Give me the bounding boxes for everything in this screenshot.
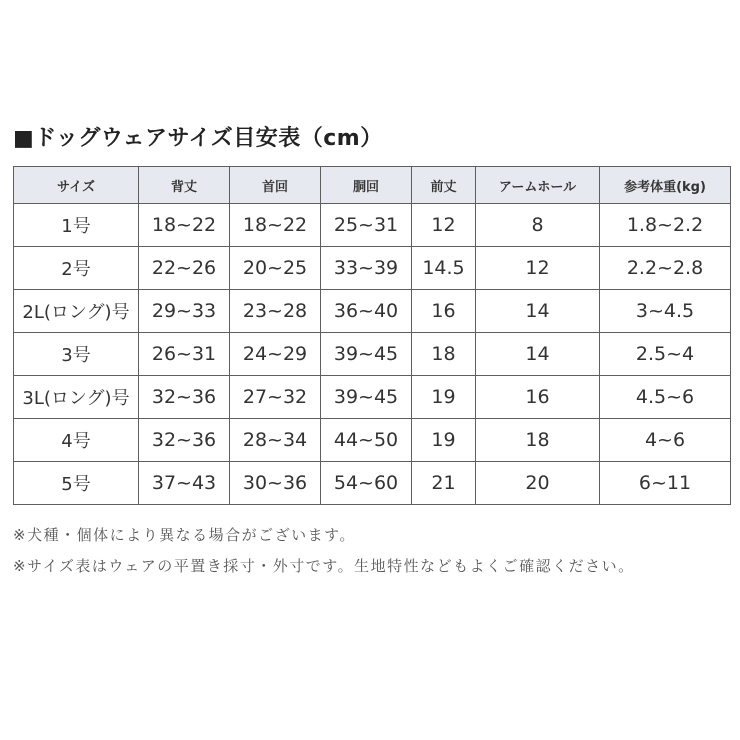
table-row	[14, 204, 731, 247]
chest-cell: 39~45	[321, 376, 412, 419]
table-row	[14, 247, 731, 290]
weight-cell: 4~6	[600, 419, 731, 462]
back-length-cell: 18~22	[139, 204, 230, 247]
chest-cell: 44~50	[321, 419, 412, 462]
page-title: ■ドッグウェアサイズ目安表（cm）	[13, 126, 383, 151]
neck-cell: 24~29	[230, 333, 321, 376]
armhole-cell: 20	[476, 462, 600, 505]
size-cell: 2L(ロング)号	[14, 290, 139, 333]
back-length-cell: 32~36	[139, 376, 230, 419]
chest-cell: 25~31	[321, 204, 412, 247]
weight-cell: 2.5~4	[600, 333, 731, 376]
weight-cell: 4.5~6	[600, 376, 731, 419]
table-row	[14, 419, 731, 462]
column-header-front-length: 前丈	[412, 167, 476, 204]
neck-cell: 30~36	[230, 462, 321, 505]
table-row	[14, 462, 731, 505]
back-length-cell: 37~43	[139, 462, 230, 505]
neck-cell: 18~22	[230, 204, 321, 247]
front-length-cell: 18	[412, 333, 476, 376]
chest-cell: 36~40	[321, 290, 412, 333]
column-header-neck: 首回	[230, 167, 321, 204]
size-cell: 4号	[14, 419, 139, 462]
neck-cell: 27~32	[230, 376, 321, 419]
armhole-cell: 12	[476, 247, 600, 290]
chest-cell: 33~39	[321, 247, 412, 290]
size-cell: 2号	[14, 247, 139, 290]
front-length-cell: 19	[412, 419, 476, 462]
armhole-cell: 8	[476, 204, 600, 247]
neck-cell: 20~25	[230, 247, 321, 290]
neck-cell: 23~28	[230, 290, 321, 333]
weight-cell: 2.2~2.8	[600, 247, 731, 290]
table-row	[14, 376, 731, 419]
weight-cell: 1.8~2.2	[600, 204, 731, 247]
back-length-cell: 22~26	[139, 247, 230, 290]
table-row	[14, 333, 731, 376]
weight-cell: 6~11	[600, 462, 731, 505]
armhole-cell: 14	[476, 333, 600, 376]
size-cell: 3L(ロング)号	[14, 376, 139, 419]
armhole-cell: 18	[476, 419, 600, 462]
front-length-cell: 19	[412, 376, 476, 419]
note-breed-variation: ※犬種・個体により異なる場合がございます。	[13, 526, 356, 544]
weight-cell: 3~4.5	[600, 290, 731, 333]
back-length-cell: 26~31	[139, 333, 230, 376]
column-header-armhole: アームホール	[476, 167, 600, 204]
chest-cell: 54~60	[321, 462, 412, 505]
armhole-cell: 14	[476, 290, 600, 333]
table-row	[14, 290, 731, 333]
front-length-cell: 21	[412, 462, 476, 505]
armhole-cell: 16	[476, 376, 600, 419]
front-length-cell: 14.5	[412, 247, 476, 290]
front-length-cell: 16	[412, 290, 476, 333]
back-length-cell: 32~36	[139, 419, 230, 462]
column-header-back-length: 背丈	[139, 167, 230, 204]
front-length-cell: 12	[412, 204, 476, 247]
neck-cell: 28~34	[230, 419, 321, 462]
size-cell: 3号	[14, 333, 139, 376]
column-header-size: サイズ	[14, 167, 139, 204]
size-cell: 5号	[14, 462, 139, 505]
table-header-row	[14, 167, 731, 204]
back-length-cell: 29~33	[139, 290, 230, 333]
column-header-chest: 胴回	[321, 167, 412, 204]
size-cell: 1号	[14, 204, 139, 247]
chest-cell: 39~45	[321, 333, 412, 376]
size-chart-table	[13, 166, 731, 505]
note-measurement-method: ※サイズ表はウェアの平置き採寸・外寸です。生地特性などもよくご確認ください。	[13, 557, 635, 575]
column-header-weight: 参考体重(kg)	[600, 167, 731, 204]
